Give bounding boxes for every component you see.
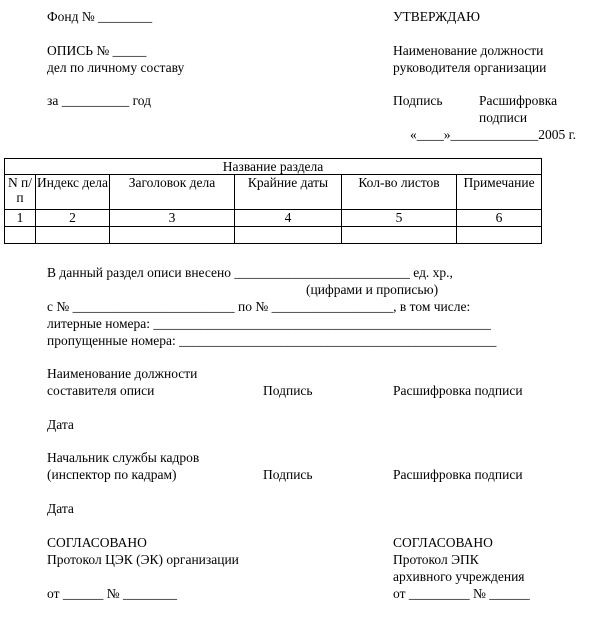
table-row: [5, 227, 542, 244]
table-cell: [235, 227, 342, 244]
section-title-cell: Название раздела: [5, 159, 542, 175]
column-number-cell: 1: [5, 210, 36, 227]
column-header-sheets: Кол-во листов: [342, 175, 457, 210]
letter-numbers-line: литерные номера: __________________________________________________: [47, 316, 491, 331]
entered-count-line: В данный раздел описи внесено __________________________ ед. хр.,: [47, 265, 453, 280]
date-label-2: Дата: [47, 501, 74, 516]
agreed-right-protocol-line1: Протокол ЭПК: [393, 552, 479, 567]
column-header-notes: Примечание: [457, 175, 542, 210]
column-number-cell: 4: [235, 210, 342, 227]
approver-decode-line1: Расшифровка: [479, 93, 558, 108]
approve-heading: УТВЕРЖДАЮ: [393, 9, 481, 24]
agreed-right-heading: СОГЛАСОВАНО: [393, 535, 493, 550]
year-line: за __________ год: [47, 93, 152, 108]
compiler-signature-label: Подпись: [263, 383, 313, 398]
agreed-left-from-line: от ______ № ________: [47, 586, 177, 601]
compiler-decode-label: Расшифровка подписи: [393, 383, 523, 398]
approver-decode-line2: подписи: [479, 110, 528, 125]
number-range-line: с № ________________________ по № __________________, в том числе:: [47, 299, 471, 314]
fund-number-line: Фонд № ________: [47, 9, 153, 24]
column-number-cell: 2: [36, 210, 110, 227]
hr-decode-label: Расшифровка подписи: [393, 467, 523, 482]
inventory-number-line: ОПИСЬ № _____: [47, 43, 147, 58]
approver-signature-label: Подпись: [393, 93, 443, 108]
agreed-left-protocol: Протокол ЦЭК (ЭК) организации: [47, 552, 239, 567]
table-cell: [110, 227, 235, 244]
inventory-table: [4, 158, 542, 244]
column-number-cell: 6: [457, 210, 542, 227]
compiler-position-line1: Наименование должности: [47, 366, 198, 381]
missed-numbers-line: пропущенные номера: _______________________________________________: [47, 333, 497, 348]
agreed-right-from-line: от _________ № ______: [393, 586, 530, 601]
hr-head-line1: Начальник службы кадров: [47, 450, 200, 465]
approver-position-line1: Наименование должности: [393, 43, 544, 58]
date-label-1: Дата: [47, 417, 74, 432]
inventory-subtitle: дел по личному составу: [47, 60, 185, 75]
entered-count-hint: (цифрами и прописью): [306, 282, 439, 297]
hr-head-line2: (инспектор по кадрам): [47, 467, 177, 482]
table-cell: [342, 227, 457, 244]
hr-signature-label: Подпись: [263, 467, 313, 482]
table-cell: [5, 227, 36, 244]
column-header-dates: Крайние даты: [235, 175, 342, 210]
column-number-cell: 3: [110, 210, 235, 227]
approval-date-line: «____»_____________2005 г.: [410, 127, 577, 142]
table-cell: [36, 227, 110, 244]
agreed-right-protocol-line2: архивного учреждения: [393, 569, 525, 584]
compiler-position-line2: составителя описи: [47, 383, 155, 398]
column-number-cell: 5: [342, 210, 457, 227]
approver-position-line2: руководителя организации: [393, 60, 547, 75]
column-header-index: Индекс дела: [36, 175, 110, 210]
column-header-number: N п/п: [5, 175, 36, 210]
column-header-title: Заголовок дела: [110, 175, 235, 210]
table-cell: [457, 227, 542, 244]
agreed-left-heading: СОГЛАСОВАНО: [47, 535, 147, 550]
